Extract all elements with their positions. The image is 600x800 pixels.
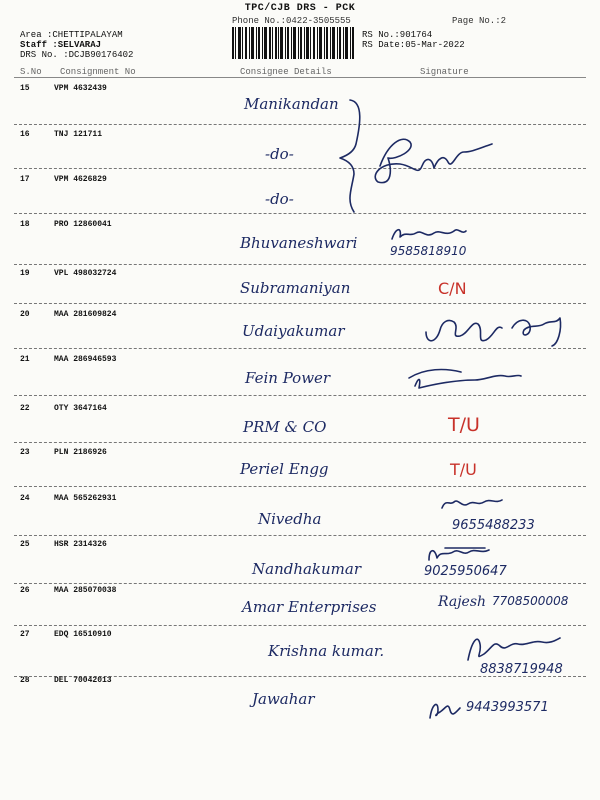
area-field: Area :CHETTIPALAYAM [20, 30, 123, 40]
row-23-number: 23 [20, 448, 30, 457]
row-20-number: 20 [20, 310, 30, 319]
row-15-consignee: Manikandan [244, 95, 339, 113]
row-divider [14, 583, 586, 584]
row-26-phone: 7708500008 [492, 594, 569, 608]
row-15-consignment: VPM 4632439 [54, 84, 107, 93]
row-divider [14, 348, 586, 349]
row-27-number: 27 [20, 630, 30, 639]
column-header-consignment: Consignment No [60, 67, 136, 77]
brace-signature-graphic [330, 96, 500, 216]
barcode-image [232, 27, 354, 59]
row-28-number: 28 [20, 676, 30, 685]
row-25-consignee: Nandhakumar [252, 560, 362, 578]
row-19-status-mark: C/N [438, 279, 467, 298]
row-divider [14, 168, 586, 169]
page-number: Page No.:2 [452, 16, 507, 26]
row-24-consignment: MAA 565262931 [54, 494, 117, 503]
row-25-phone: 9025950647 [424, 564, 507, 579]
row-25-consignment: HSR 2314326 [54, 540, 107, 549]
row-23-consignment: PLN 2186926 [54, 448, 107, 457]
row-19-number: 19 [20, 269, 30, 278]
row-15-number: 15 [20, 84, 30, 93]
row-27-phone: 8838719948 [480, 662, 563, 677]
row-divider [14, 442, 586, 443]
row-divider [14, 124, 586, 125]
row-divider [14, 303, 586, 304]
row-27-signature [462, 630, 562, 666]
row-20-consignment: MAA 281609824 [54, 310, 117, 319]
rs-number: RS No.:901764 [362, 30, 433, 40]
row-24-signature [438, 496, 508, 512]
row-18-phone: 9585818910 [390, 244, 467, 258]
row-26-number: 26 [20, 586, 30, 595]
row-20-consignee: Udaiyakumar [242, 322, 345, 340]
row-28-signature [424, 696, 464, 722]
column-header-signature: Signature [420, 67, 469, 77]
column-header-sno: S.No [20, 67, 42, 77]
row-24-phone: 9655488233 [452, 518, 535, 533]
row-23-status-mark: T/U [450, 460, 477, 479]
row-17-consignment: VPM 4626829 [54, 175, 107, 184]
row-16-number: 16 [20, 130, 30, 139]
row-23-consignee: Periel Engg [240, 460, 329, 478]
row-27-consignee: Krishna kumar. [268, 642, 385, 660]
column-header-consignee: Consignee Details [240, 67, 332, 77]
row-24-consignee: Nivedha [258, 510, 322, 528]
row-divider [14, 625, 586, 626]
row-28-consignment: DEL 70042013 [54, 676, 112, 685]
phone-number: Phone No.:0422-3505555 [232, 16, 351, 26]
row-22-number: 22 [20, 404, 30, 413]
row-26-signer: Rajesh [438, 594, 487, 610]
sheet-title: TPC/CJB DRS - PCK [244, 3, 356, 14]
row-divider [14, 213, 586, 214]
row-21-number: 21 [20, 355, 30, 364]
row-28-phone: 9443993571 [466, 700, 549, 715]
row-18-consignment: PRO 12860041 [54, 220, 112, 229]
row-25-signature [425, 544, 495, 564]
row-26-consignee: Amar Enterprises [242, 598, 377, 616]
row-21-consignee: Fein Power [245, 369, 331, 387]
row-18-consignee: Bhuvaneshwari [240, 234, 358, 252]
row-16-consignee: -do- [265, 145, 294, 163]
row-divider [14, 535, 586, 536]
row-17-consignee: -do- [265, 190, 294, 208]
row-19-consignee: Subramaniyan [240, 279, 351, 297]
row-21-consignment: MAA 286946593 [54, 355, 117, 364]
row-18-signature [388, 223, 468, 245]
row-21-signature [405, 364, 525, 392]
row-27-consignment: EDQ 16510910 [54, 630, 112, 639]
row-divider [14, 486, 586, 487]
row-22-consignee: PRM & CO [243, 418, 327, 436]
row-22-consignment: OTY 3647164 [54, 404, 107, 413]
row-19-consignment: VPL 498032724 [54, 269, 117, 278]
row-18-number: 18 [20, 220, 30, 229]
row-25-number: 25 [20, 540, 30, 549]
row-16-consignment: TNJ 121711 [54, 130, 103, 139]
row-divider [14, 395, 586, 396]
drs-number: DRS No. :DCJB90176402 [20, 50, 134, 60]
row-divider [14, 264, 586, 265]
row-24-number: 24 [20, 494, 30, 503]
rs-date: RS Date:05-Mar-2022 [362, 40, 465, 50]
header-divider [14, 77, 586, 78]
row-28-consignee: Jawahar [252, 690, 315, 708]
row-26-consignment: MAA 285070038 [54, 586, 117, 595]
row-22-status-mark: T/U [448, 414, 480, 436]
staff-field: Staff :SELVARAJ [20, 40, 102, 50]
row-20-signature [420, 310, 570, 348]
row-17-number: 17 [20, 175, 30, 184]
